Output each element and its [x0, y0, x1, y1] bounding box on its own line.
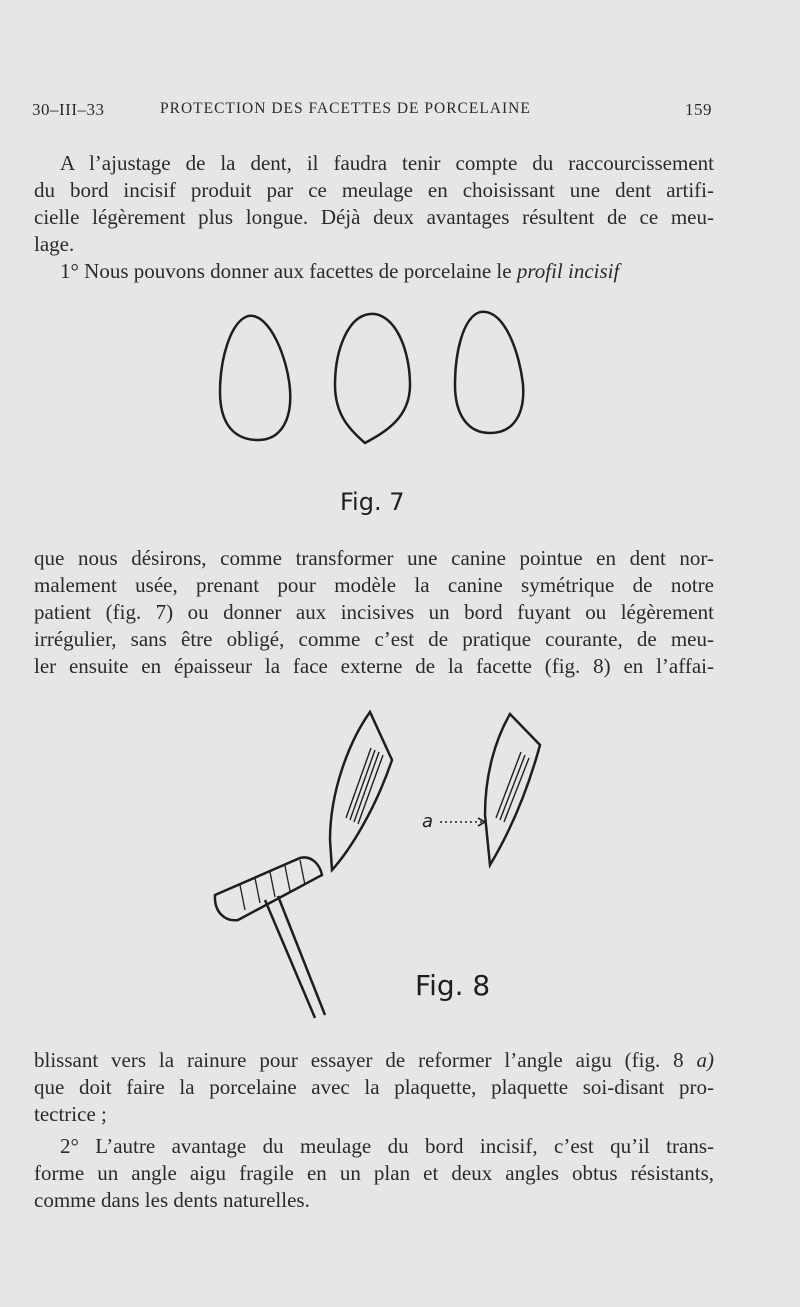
para2-italic: profil incisif: [516, 259, 620, 283]
mandrel-shaft: [265, 896, 325, 1018]
para4-text: blissant vers la rainure pour essayer de reformer l’angle aigu (fig. 8: [34, 1048, 684, 1072]
figure-8-label-a: a: [422, 811, 434, 832]
text-line: A l’ajustage de la dent, il faudra tenir compte du raccourcissement: [60, 151, 714, 175]
tooth-outline-2: [335, 314, 410, 443]
text-line: [34, 258, 714, 285]
text-line: que doit faire la porcelaine avec la plaquette, plaquette soi-disant pro-: [34, 1075, 714, 1099]
figure-7: [200, 300, 560, 530]
paragraph-3: [34, 545, 714, 680]
paragraph-1: [34, 150, 714, 258]
header-title: PROTECTION DES FACETTES DE PORCELAINE: [160, 100, 531, 117]
figure-7-caption: Fig. 7: [340, 488, 405, 516]
text-line: cielle légèrement plus longue. Déjà deux avantages résultent de ce meu-: [34, 205, 714, 229]
text-line: forme un angle aigu fragile en un plan et deux angles obtus résistants,: [34, 1161, 714, 1185]
tooth-outline-1: [220, 316, 290, 440]
paragraph-5: [34, 1133, 714, 1214]
text-line: du bord incisif produit par ce meulage en choisissant une dent artifi-: [34, 178, 714, 202]
facet-right-hatching: [496, 752, 529, 822]
text-line: comme dans les dents naturelles.: [34, 1188, 310, 1212]
header-date: 30–III–33: [32, 100, 105, 119]
paragraph-2: [34, 258, 714, 285]
text-line: que nous désirons, comme transformer une canine pointue en dent nor-: [34, 546, 714, 570]
text-line: ler ensuite en épaisseur la face externe de la facette (fig. 8) en l’affai-: [34, 654, 714, 678]
page-number: 159: [685, 100, 712, 119]
text-line: malement usée, prenant pour modèle la canine symétrique de notre: [34, 573, 714, 597]
tooth-outline-3: [455, 312, 523, 433]
paragraph-4: [34, 1047, 714, 1128]
running-header: [32, 100, 712, 130]
text-line: [34, 1047, 714, 1074]
text-line: tectrice ;: [34, 1102, 107, 1126]
para4-ref-a: a): [696, 1048, 714, 1072]
figure-8-caption: Fig. 8: [415, 969, 491, 1002]
text-line: patient (fig. 7) ou donner aux incisives un bord fuyant ou légèrement: [34, 600, 714, 624]
text-line: 2° L’autre avantage du meulage du bord incisif, c’est qu’il trans-: [60, 1134, 714, 1158]
figure-8: [200, 700, 560, 1030]
facet-right: [485, 714, 540, 865]
para2-text: 1° Nous pouvons donner aux facettes de porcelaine le: [60, 259, 512, 283]
text-line: lage.: [34, 232, 75, 256]
text-line: irrégulier, sans être obligé, comme c’est de pratique courante, de meu-: [34, 627, 714, 651]
facet-left-hatching: [346, 748, 383, 824]
